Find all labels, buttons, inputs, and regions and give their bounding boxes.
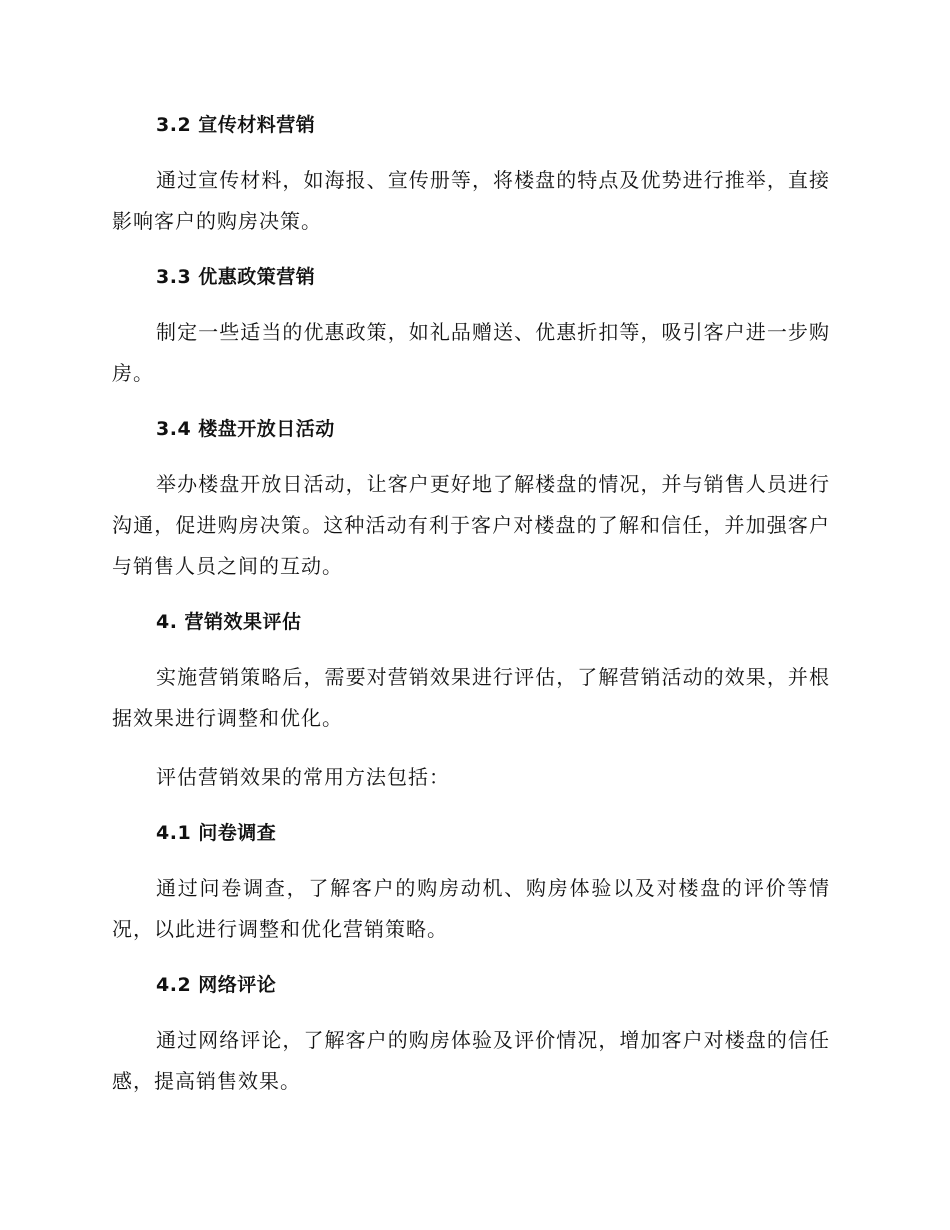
section-heading-3-4: 3.4 楼盘开放日活动 (156, 418, 335, 440)
paragraph: 通过问卷调查，了解客户的购房动机、购房体验以及对楼盘的评价等情况，以此进行调整和优化营销策略。 (112, 876, 830, 941)
paragraph: 通过网络评论，了解客户的购房体验及评价情况，增加客户对楼盘的信任感，提高销售效果。 (112, 1028, 830, 1093)
paragraph: 举办楼盘开放日活动，让客户更好地了解楼盘的情况，并与销售人员进行沟通，促进购房决策。这种活动有利于客户对楼盘的了解和信任，并加强客户与销售人员之间的互动。 (112, 472, 830, 578)
section-heading-4-1: 4.1 问卷调查 (156, 822, 277, 844)
paragraph: 实施营销策略后，需要对营销效果进行评估，了解营销活动的效果，并根据效果进行调整和优化。 (112, 665, 830, 730)
paragraph: 评估营销效果的常用方法包括： (156, 765, 450, 789)
document-body (112, 108, 830, 1120)
paragraph: 通过宣传材料，如海报、宣传册等，将楼盘的特点及优势进行推举，直接影响客户的购房决策。 (112, 168, 830, 233)
section-heading-4: 4. 营销效果评估 (156, 611, 302, 633)
paragraph: 制定一些适当的优惠政策，如礼品赠送、优惠折扣等，吸引客户进一步购房。 (112, 320, 830, 385)
section-heading-3-3: 3.3 优惠政策营销 (156, 266, 316, 288)
section-heading-4-2: 4.2 网络评论 (156, 974, 277, 996)
section-heading-3-2: 3.2 宣传材料营销 (156, 114, 316, 136)
